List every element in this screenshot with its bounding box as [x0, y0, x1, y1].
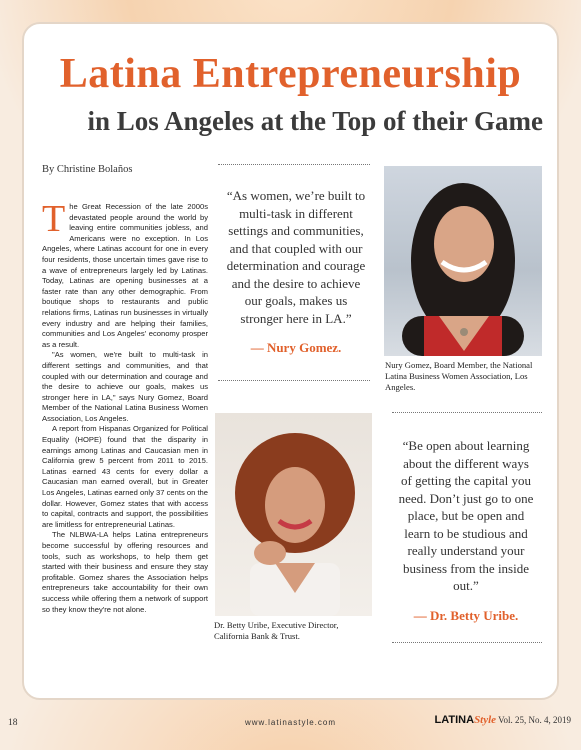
portrait-illustration	[384, 166, 542, 356]
divider-quote2-bottom	[392, 642, 542, 643]
drop-cap: T	[42, 198, 66, 240]
portrait-illustration	[215, 413, 372, 616]
pull-quote-1: “As women, we’re built to multi-task in different settings and communities, and that coupled with our determination and courage and the desire to achieve our goals, makes us stronger here in LA.”	[226, 188, 366, 326]
article-subtitle: in Los Angeles at the Top of their Game	[87, 106, 543, 136]
portrait-photo-betty-uribe	[215, 413, 372, 616]
pull-quote-2: “Be open about learning about the different ways of getting the capital you need. Don’t just go to one place, but be open and learn to be studious and really understand your business from the inside out.”	[398, 438, 534, 593]
article-title: Latina Entrepreneurship	[59, 51, 522, 97]
pull-quote-1-author: — Nury Gomez.	[250, 340, 342, 355]
byline: By Christine Bolaños	[42, 164, 133, 175]
divider-quote1-bottom	[218, 380, 370, 381]
portrait-photo-nury-gomez	[384, 166, 542, 356]
body-paragraph: "As women, we're built to multi-task in different settings and communities, and that coupled with our determination and courage and the desire to achieve our goals, makes us stronger here in LA," says Nury Gomez, Board Member of the National Latina Business Women Association, Los Angeles.	[42, 350, 208, 423]
brand-style: Style	[474, 714, 497, 726]
footer-url: www.latinastyle.com	[244, 718, 337, 727]
photo-caption-2: Dr. Betty Uribe, Executive Director, California Bank & Trust.	[214, 620, 339, 641]
body-paragraph: A report from Hispanas Organized for Political Equality (HOPE) found that the disparity in earnings among Latinas and Caucasian men in California grew 5 percent from 2011 to 2015. Latinas earned 43 cents for every dollar a Caucasian man earned overall, but in Greater Los Angeles, Latinas earned only 37 cents on the dollar. However, Gomez states that with access to capital, contracts and support, the possibilities are limitless for entrepreneurial Latinas.	[42, 424, 208, 529]
article-body	[42, 198, 208, 615]
photo-caption-1: Nury Gomez, Board Member, the National Latina Business Women Association, Los Angeles.	[385, 360, 533, 392]
issue-info: Vol. 25, No. 4, 2019	[498, 715, 571, 725]
divider-quote2-top	[392, 412, 542, 413]
brand-latina: LATINA	[434, 714, 475, 726]
magazine-footer	[435, 714, 571, 726]
divider-quote1-top	[218, 164, 370, 165]
paragraph-text: he Great Recession of the late 2000s devastated people around the world by leaving entire communities jobless, and Americans were no exception. In Los Angeles, where Latinas account for one in every four residents, those uncertain times gave rise to a wave of entrepreneurs largely led by Latinas. Today, Latinas are opening businesses at a faster rate than any other demographic. From boutique shops to restaurants and public relations firms, Latinas run businesses in virtually every industry and are helping their families, communities and Los Angeles' economy prosper as a result.	[42, 202, 208, 349]
body-paragraph: The NLBWA-LA helps Latina entrepreneurs become successful by offering resources and tools, such as workshops, to help them get started with their business and ensure they stay profitable. Gomez shares the Association helps entrepreneurs take accountability for their own success while offering them a network of support so they know they're not alone.	[42, 530, 208, 614]
page-number: 18	[8, 718, 18, 728]
body-paragraph	[42, 198, 208, 350]
pull-quote-2-author: — Dr. Betty Uribe.	[413, 608, 519, 623]
